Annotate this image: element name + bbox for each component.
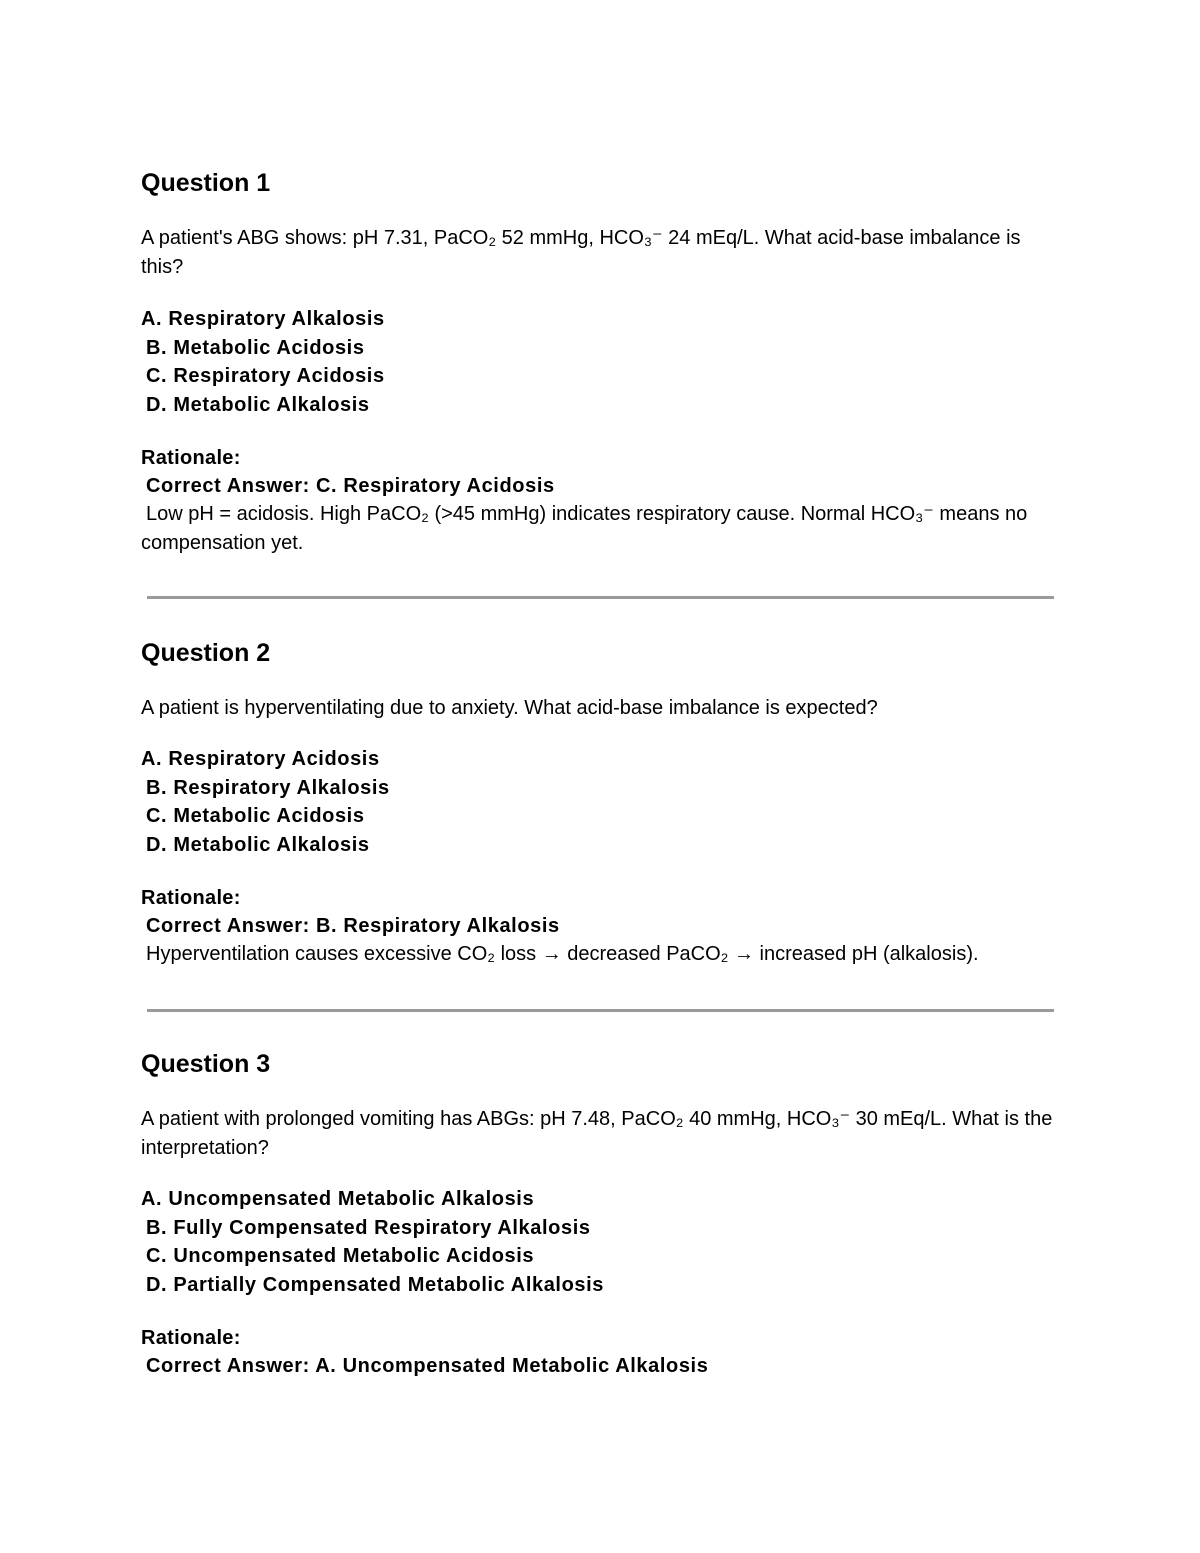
option-a: A. Uncompensated Metabolic Alkalosis (141, 1188, 535, 1210)
option-b: B. Respiratory Alkalosis (146, 776, 390, 799)
question-text: A patient's ABG shows: pH 7.31, PaCO₂ 52 mmHg, HCO₃⁻ 24 mEq/L. What acid-base imbalance is this? (141, 227, 1021, 278)
section-divider (147, 1009, 1054, 1012)
rationale-label: Rationale: (141, 887, 241, 909)
explanation-text: Hyperventilation causes excessive CO₂ loss → decreased PaCO₂ → increased pH (alkalosis). (146, 943, 979, 965)
question-2 (141, 638, 1061, 965)
correct-answer: Correct Answer: B. Respiratory Alkalosis (146, 915, 560, 937)
rationale-label: Rationale: (141, 447, 241, 469)
correct-answer: Correct Answer: C. Respiratory Acidosis (146, 475, 555, 497)
option-c: C. Respiratory Acidosis (146, 365, 385, 388)
option-c: C. Metabolic Acidosis (146, 805, 365, 828)
rationale-label: Rationale: (141, 1327, 241, 1349)
question-3 (141, 1049, 1061, 1377)
option-d: D. Metabolic Alkalosis (146, 393, 370, 416)
question-text: A patient with prolonged vomiting has ABGs: pH 7.48, PaCO₂ 40 mmHg, HCO₃⁻ 30 mEq/L. What is the interpretation? (141, 1108, 1053, 1159)
rationale-explanation (141, 940, 1061, 969)
option-a: A. Respiratory Alkalosis (141, 308, 385, 330)
question-text: A patient is hyperventilating due to anxiety. What acid-base imbalance is expected? (141, 697, 878, 719)
answer-options (141, 1185, 1061, 1299)
option-b: B. Metabolic Acidosis (146, 336, 365, 359)
option-b: B. Fully Compensated Respiratory Alkalosis (146, 1216, 591, 1239)
option-a: A. Respiratory Acidosis (141, 748, 380, 770)
question-title: Question 2 (141, 639, 271, 667)
option-d: D. Partially Compensated Metabolic Alkalosis (146, 1273, 605, 1296)
question-1 (141, 168, 1061, 554)
section-divider (147, 596, 1054, 599)
answer-options (141, 745, 1061, 859)
explanation-text: Low pH = acidosis. High PaCO₂ (>45 mmHg) indicates respiratory cause. Normal HCO₃⁻ means no compensation yet. (141, 503, 1028, 554)
option-d: D. Metabolic Alkalosis (146, 833, 370, 856)
question-title: Question 3 (141, 1050, 271, 1078)
question-title: Question 1 (141, 169, 271, 197)
answer-options (141, 305, 1061, 419)
correct-answer: Correct Answer: A. Uncompensated Metabolic Alkalosis (146, 1355, 709, 1377)
option-c: C. Uncompensated Metabolic Acidosis (146, 1245, 535, 1268)
rationale-explanation (141, 500, 1061, 558)
